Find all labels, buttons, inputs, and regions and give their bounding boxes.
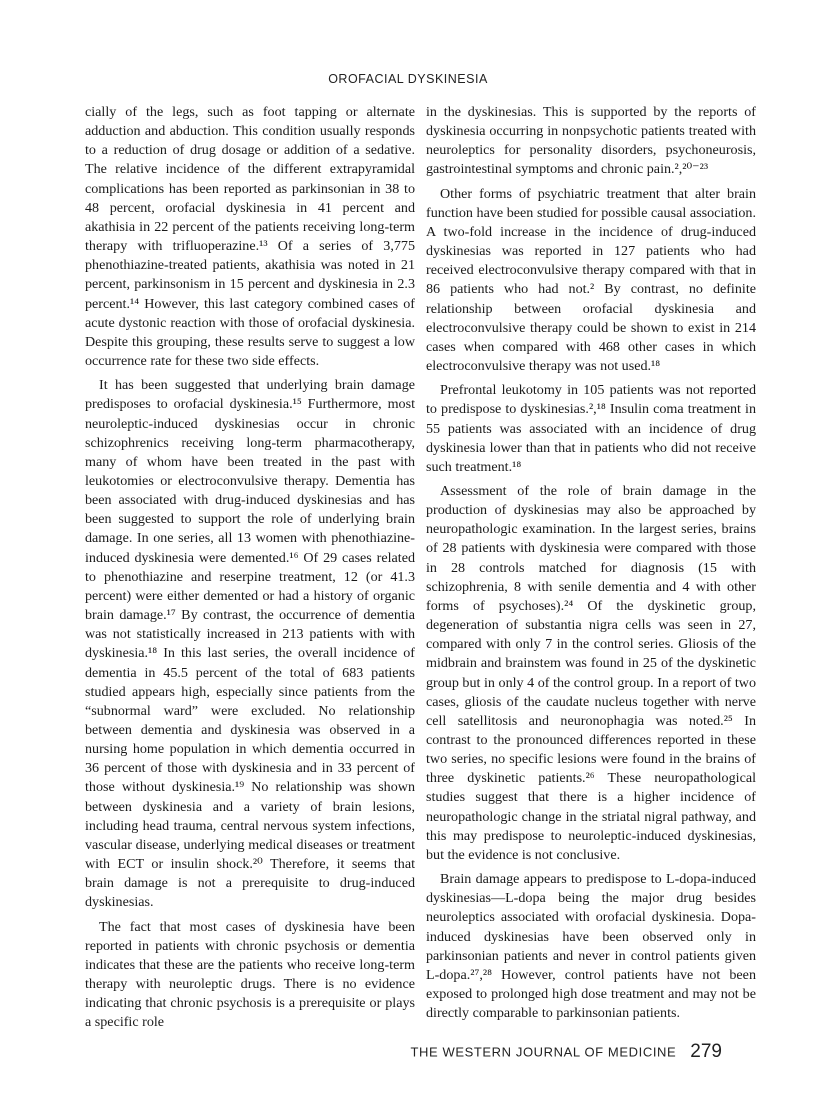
paragraph: Brain damage appears to predispose to L-dopa-induced dyskinesias—L-dopa being the major drug besides neuroleptics associated with orofacial dyskinesia. Dopa-induced dyskinesias have been observed only in parkinsonian patients and never in control patients given L-dopa.²⁷,²⁸ However, control patients have not been exposed to prolonged high dose treatment and may not be directly comparable to parkinsonian patients. [426, 871, 756, 1022]
paragraph: It has been suggested that underlying brain damage predisposes to orofacial dyskinesia.¹⁵ Furthermore, most neuroleptic-induced dyskinesias occur in chronic schizophrenics receiving long-term pharmacotherapy, many of whom have been treated in the past with leukotomies or electroconvulsive therapy. Dementia has been associated with drug-induced dyskinesias and has been suggested to support the role of underlying brain damage. In one series, all 13 women with phenothiazine-induced dyskinesia were demented.¹⁶ Of 29 cases related to phenothiazine and reserpine treatment, 12 (or 41.3 percent) were either demented or had a history of organic brain damage.¹⁷ By contrast, the occurrence of dementia was not statistically increased in 213 patients with with dyskinesia.¹⁸ In this last series, the overall incidence of dementia in 45.5 percent of the total of 683 patients studied appears high, especially since patients from the “subnormal ward” were excluded. No relationship between dementia and dyskinesia was observed in a nursing home population in which dementia occurred in 36 percent of those with dyskinesia and in 33 percent of those without dyskinesia.¹⁹ No relationship was shown between dyskinesia and a variety of brain lesions, including head trauma, central nervous system infections, vascular disease, underlying medical diseases or treatment with ECT or insulin shock.²⁰ Therefore, it seems that brain damage is not a prerequisite to drug-induced dyskinesias. [85, 377, 415, 911]
journal-name: THE WESTERN JOURNAL OF MEDICINE [410, 1044, 677, 1060]
page-footer [0, 1041, 722, 1063]
paragraph: Other forms of psychiatric treatment that alter brain function have been studied for possible causal association. A two-fold increase in the incidence of drug-induced dyskinesias was reported in 127 patients who had received electroconvulsive therapy compared with that in 86 patients who had not.² By contrast, no definite relationship between orofacial dyskinesia and electroconvulsive therapy could be shown to exist in 214 cases when compared with 468 other cases in which electroconvulsive therapy was not used.¹⁸ [426, 185, 756, 375]
right-column [426, 103, 756, 1023]
paragraph: in the dyskinesias. This is supported by the reports of dyskinesia occurring in nonpsychotic patients treated with neuroleptics for personality disorders, psychoneurosis, gastrointestinal symptoms and chronic pain.²,²⁰⁻²³ [426, 104, 756, 178]
paragraph: Assessment of the role of brain damage in the production of dyskinesias may also be approached by neuropathologic examination. In the largest series, brains of 28 patients with dyskinesia were compared with those in 28 controls matched for diagnosis (15 with schizophrenia, 8 with senile dementia and 4 with other forms of psychoses).²⁴ Of the dyskinetic group, degeneration of substantia nigra cells was seen in 27, compared with only 7 in the control series. Gliosis of the midbrain and brainstem was found in 25 of the dyskinetic group but in only 4 of the control group. In a report of two cases, gliosis of the caudate nucleus together with nerve cell satellitosis and neuronophagia was noted.²⁵ In contrast to the pronounced differences reported in these two series, no specific lesions were found in the brains of three dyskinetic patients.²⁶ These neuropathological studies suggest that there is a higher incidence of neuropathologic change in the striatal nigral pathway, and this may predispose to neuroleptic-induced dyskinesias, but the evidence is not conclusive. [426, 482, 756, 863]
paragraph: The fact that most cases of dyskinesia have been reported in patients with chronic psychosis or dementia indicates that these are the patients who receive long-term therapy with neuroleptic drugs. There is no evidence indicating that chronic psychosis is a prerequisite or plays a specific role [85, 918, 415, 1031]
left-column [85, 103, 415, 1033]
running-title: OROFACIAL DYSKINESIA [328, 72, 488, 86]
paragraph: Prefrontal leukotomy in 105 patients was not reported to predispose to dyskinesias.²,¹⁸ Insulin coma treatment in 55 patients was associated with an incidence of drug dyskinesia lower than that in patients who did not receive such treatment.¹⁸ [426, 382, 756, 475]
paragraph: cially of the legs, such as foot tapping or alternate adduction and abduction. This condition usually responds to a reduction of drug dosage or addition of a sedative. The relative incidence of the different extrapyramidal complications has been reported as parkinsonian in 38 to 48 percent, orofacial dyskinesia in 41 percent and akathisia in 22 percent of the patients receiving long-term therapy with trifluoperazine.¹³ Of a series of 3,775 phenothiazine-treated patients, akathisia was noted in 21 percent, parkinsonism in 15 percent and dyskinesia in 2.3 percent.¹⁴ However, this last category combined cases of acute dystonic reaction with those of orofacial dyskinesia. Despite this grouping, these results serve to suggest a low occurrence rate for these two side effects. [85, 104, 415, 370]
page-number: 279 [690, 1041, 722, 1062]
